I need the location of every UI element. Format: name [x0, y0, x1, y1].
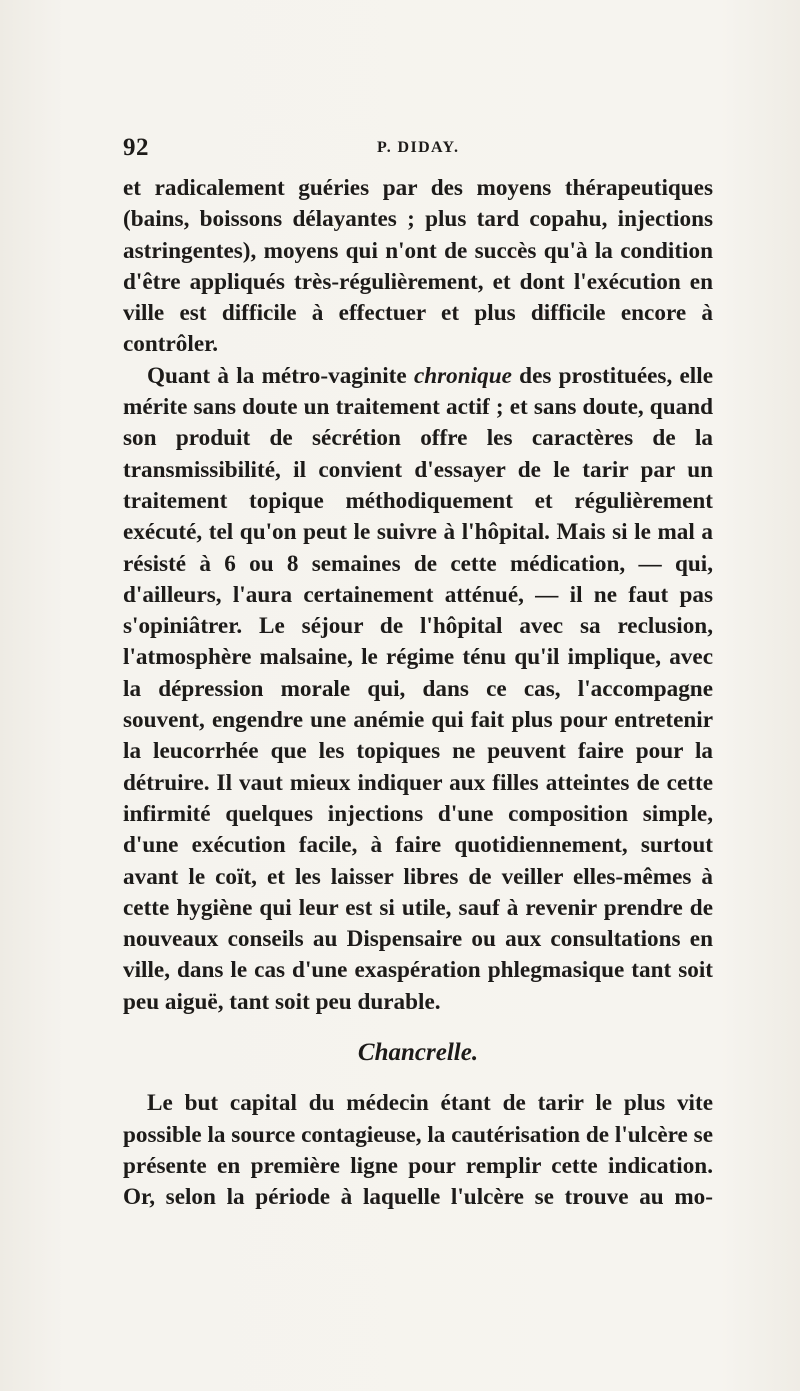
- paragraph-2-start: Quant à la métro-vaginite: [147, 362, 414, 389]
- paragraph-2: [123, 361, 713, 1018]
- paragraph-3: Le but capital du médecin étant de tarir le plus vite possible la source contagieuse, la cautérisation de l'ulcère se présente en première ligne pour remplir cette indication. Or, selon la période à laquelle l'ulcère se trouve au mo-: [123, 1090, 713, 1211]
- paragraph-2-end: des prostituées, elle mérite sans doute un traitement actif ; et sans doute, quand son produit de sécrétion offre les caractères de la transmissibilité, il convient d'essayer de le tarir par un traitement topique méthodiquement et régulièrement exécuté, tel qu'on peut le suivre à l'hôpital. Mais si le mal a résisté à 6 ou 8 semaines de cette médication, — qui, d'ailleurs, l'aura certainement atténué, — il ne faut pas s'opiniâtrer. Le séjour de l'hôpital avec sa reclusion, l'atmosphère malsaine, le régime ténu qu'il implique, avec la dépression morale qui, dans ce cas, l'accompagne souvent, engendre une anémie qui fait plus pour entretenir la leucorrhée que les topiques ne peuvent faire pour la détruire. Il vaut mieux indiquer aux filles atteintes de cette infirmité quelques injections d'une composition simple, d'une exécution facile, à faire quotidiennement, surtout avant le coït, et les laisser libres de veiller elles-mêmes à cette hygiène qui leur est si utile, sauf à revenir prendre de nouveaux conseils au Dispensaire ou aux consultations en ville, dans le cas d'une exaspération phlegmasique tant soit peu aiguë, tant soit peu durable.: [123, 362, 713, 1015]
- page-number: 92: [123, 134, 149, 161]
- page-header: [123, 134, 713, 164]
- page-text: [123, 173, 713, 1214]
- running-head: P. DIDAY.: [377, 139, 460, 156]
- paragraph-2-italic: chronique: [413, 362, 512, 389]
- section-heading: Chancrelle.: [357, 1039, 479, 1067]
- paragraph-1: et radicalement guéries par des moyens thérapeutiques (bains, boissons délayantes ; plus tard copahu, injections astringentes), moyens qui n'ont de succès qu'à la condition d'être appliqués très-régulièrement, et dont l'exécution en ville est difficile à effectuer et plus difficile encore à contrôler.: [123, 175, 713, 358]
